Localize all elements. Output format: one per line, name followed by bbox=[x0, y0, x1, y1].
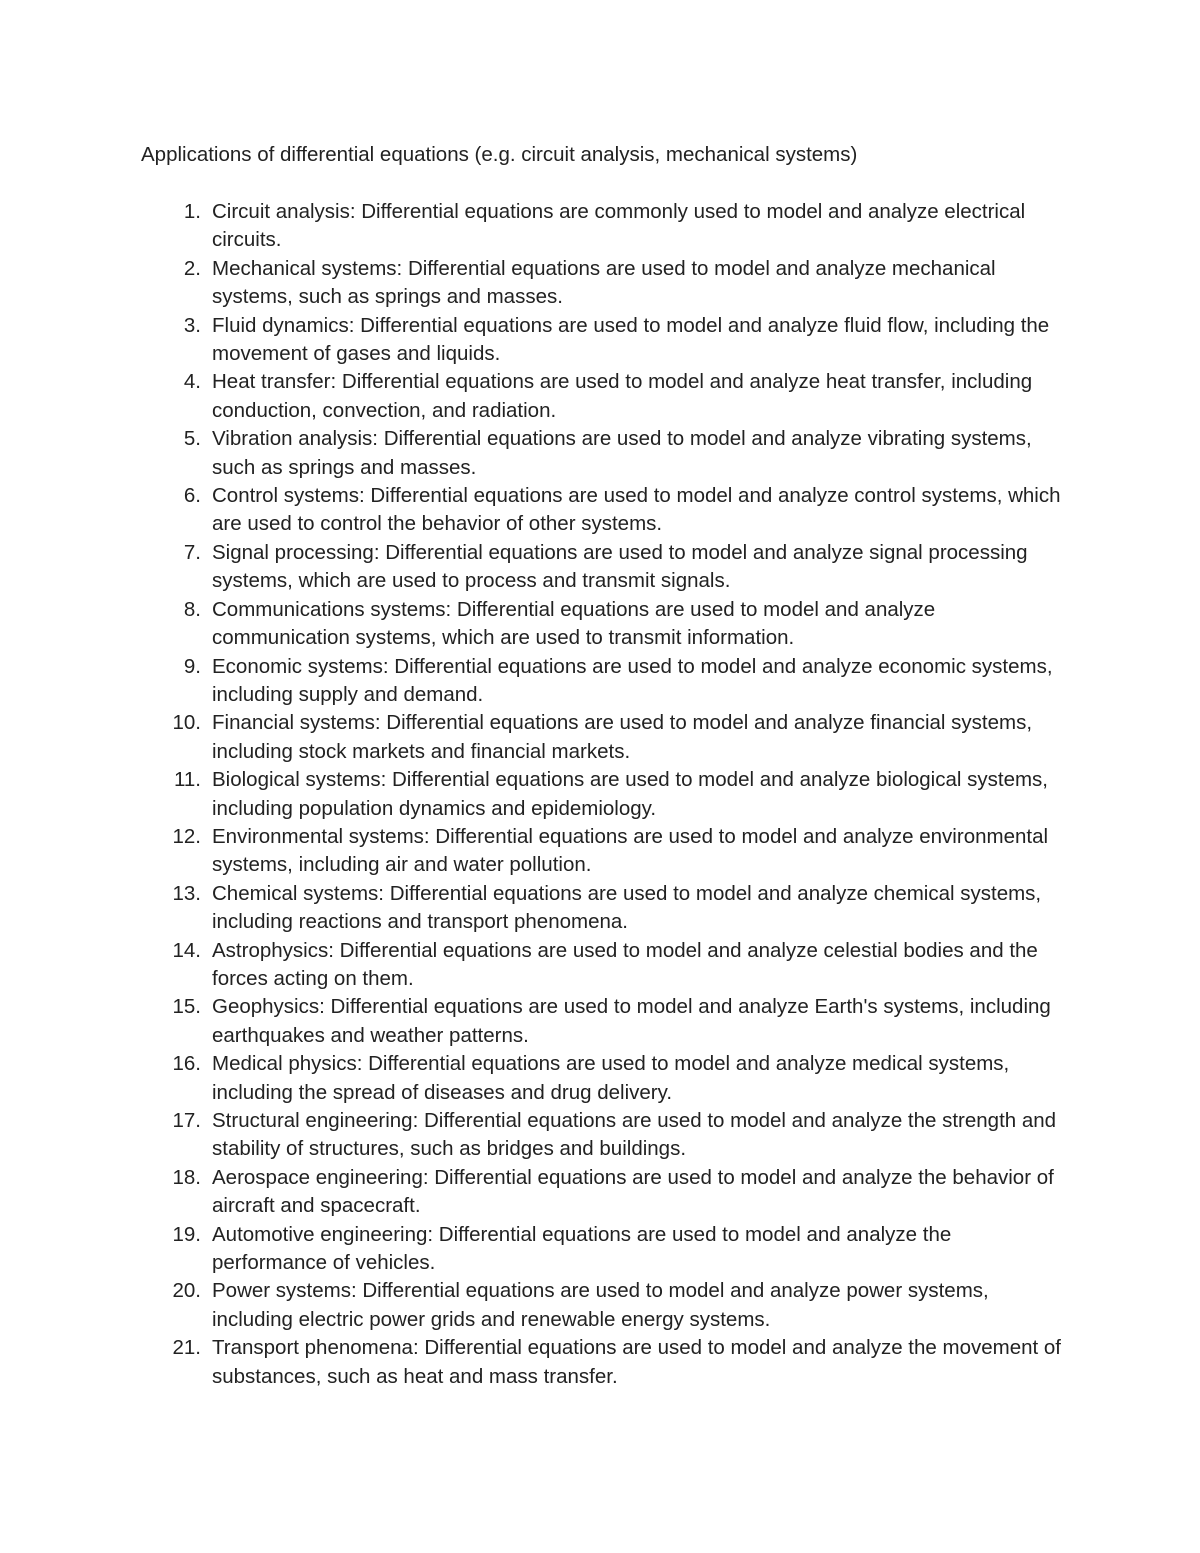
list-item-text: Aerospace engineering: Differential equations are used to model and analyze the behavior of aircraft and spacecraft. bbox=[212, 1165, 1054, 1218]
list-item bbox=[0, 368, 1072, 425]
list-item-number: 15. bbox=[172, 995, 201, 1019]
list-item-number: 16. bbox=[172, 1052, 201, 1076]
list-item-text: Fluid dynamics: Differential equations are used to model and analyze fluid flow, including the movement of gases and liquids. bbox=[212, 313, 1050, 366]
list-item bbox=[0, 823, 1072, 880]
list-item-text: Mechanical systems: Differential equations are used to model and analyze mechanical systems, such as springs and masses. bbox=[212, 256, 996, 309]
list-item bbox=[0, 596, 1072, 653]
list-item-number: 9. bbox=[183, 654, 201, 678]
list-item bbox=[0, 937, 1072, 994]
list-item-text: Communications systems: Differential equations are used to model and analyze communication systems, which are used to transmit information. bbox=[212, 597, 936, 650]
list-item bbox=[0, 1221, 1072, 1278]
list-item-text: Vibration analysis: Differential equations are used to model and analyze vibrating systems, such as springs and masses. bbox=[212, 427, 1032, 479]
list-item-number: 7. bbox=[183, 540, 201, 564]
list-item bbox=[0, 1277, 1072, 1334]
list-item-text: Geophysics: Differential equations are used to model and analyze Earth's systems, including earthquakes and weather patterns. bbox=[212, 995, 1051, 1047]
list-item-text: Circuit analysis: Differential equations are commonly used to model and analyze electrical circuits. bbox=[212, 200, 1026, 252]
applications-list bbox=[0, 198, 1200, 1391]
list-item-text: Automotive engineering: Differential equations are used to model and analyze the performance of vehicles. bbox=[212, 1222, 952, 1275]
list-item-text: Power systems: Differential equations are used to model and analyze power systems, including electric power grids and renewable energy systems. bbox=[212, 1279, 989, 1331]
list-item-number: 13. bbox=[172, 881, 201, 905]
list-item-number: 12. bbox=[172, 824, 201, 848]
list-item-number: 8. bbox=[183, 597, 201, 621]
list-item-number: 17. bbox=[172, 1109, 201, 1132]
list-item-number: 10. bbox=[172, 711, 201, 735]
list-item bbox=[0, 482, 1072, 539]
list-item-number: 1. bbox=[183, 200, 201, 223]
list-item-number: 18. bbox=[172, 1165, 201, 1189]
list-item-number: 2. bbox=[183, 256, 201, 280]
list-item bbox=[0, 425, 1072, 482]
list-item-number: 21. bbox=[172, 1336, 201, 1360]
list-item-text: Signal processing: Differential equations are used to model and analyze signal processing systems, which are used to process and transmit signals. bbox=[212, 540, 1028, 593]
list-item bbox=[0, 539, 1072, 596]
list-item-text: Astrophysics: Differential equations are used to model and analyze celestial bodies and the forces acting on them. bbox=[212, 938, 1038, 990]
list-item bbox=[0, 1164, 1072, 1221]
list-item bbox=[0, 880, 1072, 937]
list-item-text: Medical physics: Differential equations are used to model and analyze medical systems, including the spread of diseases and drug delivery. bbox=[212, 1052, 1010, 1104]
list-item bbox=[0, 1107, 1072, 1164]
list-item-text: Heat transfer: Differential equations are used to model and analyze heat transfer, including conduction, convection, and radiation. bbox=[212, 370, 1033, 422]
list-item bbox=[0, 312, 1072, 369]
list-item-text: Economic systems: Differential equations are used to model and analyze economic systems, including supply and demand. bbox=[212, 654, 1053, 706]
list-item bbox=[0, 198, 1072, 255]
list-item-number: 6. bbox=[183, 484, 201, 508]
list-item-text: Control systems: Differential equations are used to model and analyze control systems, which are used to control the behavior of other systems. bbox=[212, 484, 1061, 536]
list-item bbox=[0, 993, 1072, 1050]
list-item-text: Structural engineering: Differential equations are used to model and analyze the strength and stability of structures, such as bridges and buildings. bbox=[212, 1109, 1057, 1161]
list-item bbox=[0, 653, 1072, 710]
list-item-text: Biological systems: Differential equations are used to model and analyze biological systems, including population dynamics and epidemiology. bbox=[212, 768, 1049, 820]
list-item-number: 14. bbox=[172, 938, 201, 962]
list-item-text: Chemical systems: Differential equations are used to model and analyze chemical systems, including reactions and transport phenomena. bbox=[212, 881, 1042, 934]
list-item-number: 20. bbox=[172, 1279, 201, 1303]
list-item-number: 19. bbox=[172, 1222, 201, 1246]
list-item bbox=[0, 1334, 1072, 1391]
list-item-number: 5. bbox=[183, 427, 201, 451]
list-item-number: 11. bbox=[174, 768, 201, 792]
list-item-text: Environmental systems: Differential equations are used to model and analyze environmental systems, including air and water pollution. bbox=[212, 824, 1049, 877]
document-title: Applications of differential equations (e.g. circuit analysis, mechanical systems) bbox=[141, 143, 858, 166]
list-item-text: Financial systems: Differential equations are used to model and analyze financial systems, including stock markets and financial markets. bbox=[212, 711, 1033, 763]
list-item-text: Transport phenomena: Differential equations are used to model and analyze the movement of substances, such as heat and mass transfer. bbox=[212, 1336, 1061, 1388]
list-item bbox=[0, 1050, 1072, 1107]
list-item bbox=[0, 766, 1072, 823]
list-item-number: 3. bbox=[183, 313, 201, 337]
list-item bbox=[0, 255, 1072, 312]
list-item bbox=[0, 709, 1072, 766]
list-item-number: 4. bbox=[183, 370, 201, 394]
